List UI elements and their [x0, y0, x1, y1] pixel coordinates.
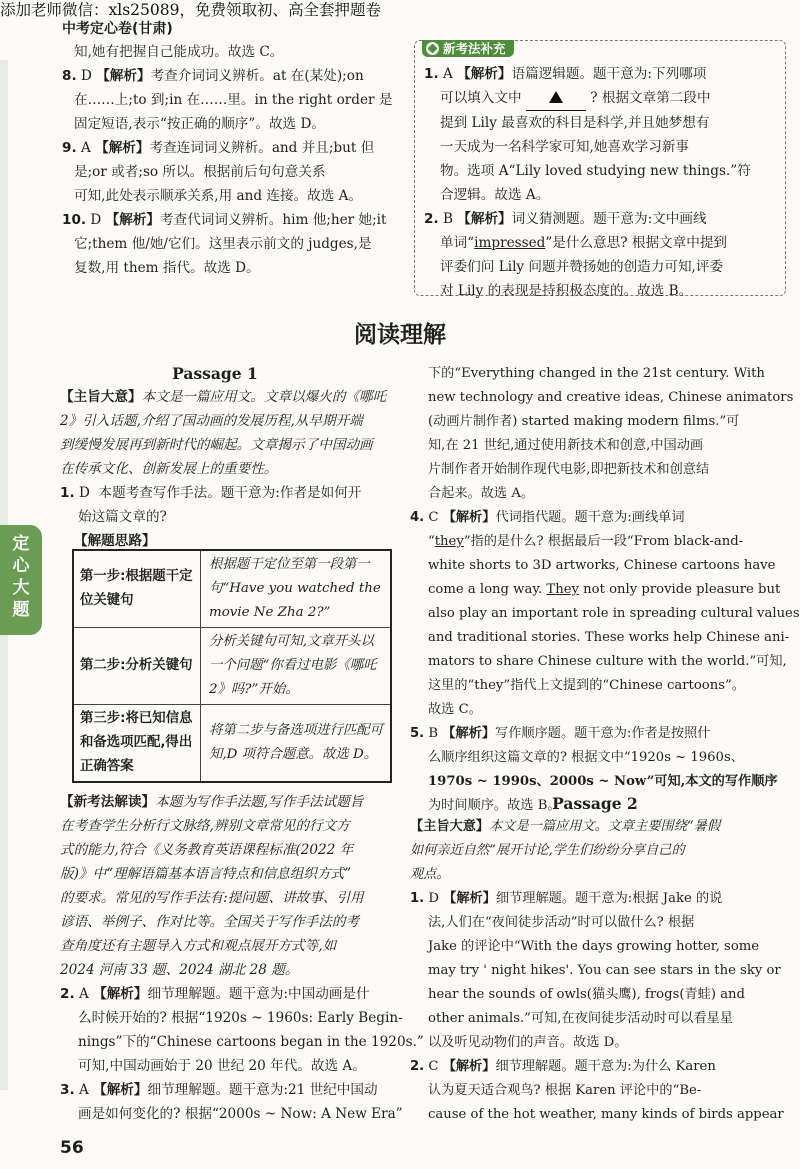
- text-line: 固定短语,表示“按正确的顺序”。故选 D。: [74, 116, 325, 132]
- page-number: 56: [60, 1138, 84, 1158]
- text-run: ? 根据文章第二段中: [590, 90, 711, 106]
- text-line: Jake 的评论中“With the days growing hotter, some: [428, 939, 760, 954]
- text-line: 式的能力,符合《义务教育英语课程标准(2022 年: [60, 842, 354, 858]
- p2-answer-2: [410, 1055, 785, 1079]
- text-line: 始这篇文章的?: [78, 509, 167, 525]
- p1-answer-4: [410, 506, 785, 530]
- text-line: 考查介词词义辨析。at 在(某处);on: [150, 68, 364, 84]
- text-line: 是;or 或者;so 所以。根据前后句句意关系: [74, 164, 326, 180]
- supp-q2: [424, 207, 780, 231]
- text-run: ”指的是什么? 根据最后一段“From black-and-: [463, 534, 744, 549]
- text-line: 以及听见动物们的声音。故选 D。: [428, 1035, 628, 1050]
- text-line: 考查代词词义辨析。him 他;her 她;it: [160, 212, 387, 228]
- underlined-word: they: [434, 534, 464, 549]
- text-run: 本题考查写作手法。题干意为:作者是如何开: [98, 485, 362, 501]
- q-answer: D: [80, 68, 92, 84]
- q-num: 4.: [410, 510, 425, 525]
- main-idea-tag: 【主旨大意】: [60, 389, 142, 405]
- q-num: 2.: [60, 986, 75, 1002]
- q-answer: B: [428, 726, 439, 741]
- analysis-tag: 【解析】: [442, 510, 496, 525]
- text-run: 写作顺序题。题干意为:作者是按照什: [495, 726, 711, 741]
- q-answer: C: [428, 1059, 439, 1074]
- exam-label: 中考定心卷(甘肃): [62, 21, 173, 37]
- side-tab-char: 定: [12, 534, 30, 554]
- q-num: 5.: [410, 726, 425, 741]
- text-line: 观点。: [410, 867, 450, 882]
- q-answer: D: [428, 891, 439, 906]
- text-line: 可知,中国动画始于 20 世纪 20 年代。故选 A。: [78, 1058, 366, 1074]
- analysis-tag: 【解析】: [95, 140, 150, 156]
- step-label: 第二步:分析关键句: [73, 628, 201, 705]
- text-line: 在……上;to 到;in 在……里。in the right order 是: [74, 92, 393, 108]
- solution-steps-table: [72, 549, 392, 783]
- text-line: and traditional stories. These works help Chinese ani-: [428, 630, 790, 645]
- table-row: [73, 550, 391, 628]
- text-line: cause of the hot weather, many kinds of birds appear: [428, 1107, 784, 1122]
- passage-1-title: Passage 1: [172, 364, 258, 383]
- text-line: 复数,用 them 指代。故选 D。: [74, 260, 260, 276]
- text-line: 法,人们在“夜间徒步活动”时可以做什么? 根据: [428, 915, 695, 930]
- thinking-tag: 【解题思路】: [74, 533, 156, 549]
- p1-answer-1: [60, 481, 400, 505]
- analysis-tag: 【解析】: [457, 66, 512, 82]
- q-num: 1.: [60, 485, 75, 501]
- text-line: 在考查学生分析行文脉络,辨别文章常见的行文方: [60, 818, 350, 834]
- step-description: 分析关键句可知,文章开头以一个问题“你看过电影《哪吒2》吗?”开始。: [201, 628, 392, 705]
- text-line: 片制作者开始制作现代电影,即把新技术和创意结: [428, 462, 710, 477]
- analysis-tag: 【解析】: [442, 1059, 496, 1074]
- text-run: 本题为写作手法题,写作手法试题旨: [155, 794, 364, 810]
- answer-10: [62, 208, 402, 232]
- q-answer: A: [442, 66, 453, 82]
- text-line: [410, 578, 785, 602]
- table-row: [73, 705, 391, 783]
- text-line: 谚语、举例子、作对比等。全国关于写作手法的考: [60, 914, 360, 930]
- text-line: 如何亲近自然”展开讨论,学生们纷纷分享自己的: [410, 843, 685, 858]
- q-answer: B: [442, 211, 453, 227]
- text-line: new technology and creative ideas, Chinese animators: [428, 390, 794, 405]
- side-tab: [0, 525, 42, 635]
- heart-icon: [426, 42, 439, 55]
- q-num: 9.: [62, 140, 77, 156]
- text-line: 评委们问 Lily 问题并赞扬她的创造力可知,评委: [440, 259, 724, 275]
- main-idea-tag: 【主旨大意】: [410, 819, 490, 834]
- new-method-note: [60, 790, 424, 1126]
- text-line: 画是如何变化的? 根据“2000s ~ Now: A New Era”: [78, 1106, 403, 1122]
- q-num: 1.: [410, 891, 425, 906]
- text-run: 细节理解题。题干意为:为什么 Karen: [495, 1059, 716, 1074]
- text-run: 代词指代题。题干意为:画线单词: [495, 510, 685, 525]
- text-line: 查角度还有主题导入方式和观点展开方式等,如: [60, 938, 337, 954]
- continuation-line: 知,她有把握自己能成功。故选 C。: [74, 44, 284, 60]
- text-run: 本文是一篇应用文。文章以爆火的《哪吒: [141, 389, 387, 405]
- text-line: [424, 86, 780, 111]
- text-line: 么时候开始的? 根据“1920s ~ 1960s: Early Begin-: [78, 1010, 403, 1026]
- step-description: 根据题干定位至第一段第一句“Have you watched the movie Ne Zha 2?”: [201, 550, 392, 628]
- passage-1-intro: [60, 385, 400, 553]
- text-run: 细节理解题。题干意为:21 世纪中国动: [147, 1082, 378, 1098]
- text-line: hear the sounds of owls(猫头鹰), frogs(青蛙) and: [428, 987, 745, 1002]
- answer-8: [62, 64, 402, 88]
- text-line: 词义猜测题。题干意为:文中画线: [511, 211, 707, 227]
- q-num: 3.: [60, 1082, 75, 1098]
- text-line: other animals.”可知,在夜间徒步活动时可以看星星: [428, 1011, 733, 1026]
- supplement-badge: [422, 40, 514, 57]
- q-answer: A: [80, 140, 91, 156]
- text-line: 认为夏天适合观鸟? 根据 Karen 评论中的“Be-: [428, 1083, 702, 1098]
- text-line: also play an important role in spreading cultural values: [428, 606, 800, 621]
- supplement-content: [424, 62, 780, 303]
- text-run: 细节理解题。题干意为:根据 Jake 的说: [495, 891, 723, 906]
- text-run: 本文是一篇应用文。文章主要围绕“暑假: [489, 819, 721, 834]
- section-heading: 阅读理解: [354, 322, 446, 348]
- q-num: 2.: [410, 1059, 425, 1074]
- text-line: 可知,此处表示顺承关系,用 and 连接。故选 A。: [74, 188, 363, 204]
- q-answer: A: [78, 986, 89, 1002]
- p1-answer-2: [60, 982, 400, 1006]
- text-line: 语篇逻辑题。题干意为:下列哪项: [511, 66, 707, 82]
- text-line: mators to share Chinese culture with the world.”可知,: [428, 654, 787, 669]
- triangle-icon: [549, 91, 563, 103]
- step-label: 第三步:将已知信息和备选项匹配,得出正确答案: [73, 705, 201, 783]
- p1-answer-3: [60, 1078, 400, 1102]
- text-line: 故选 C。: [428, 702, 482, 717]
- text-line: 对 Lily 的表现是持积极态度的。故选 B。: [440, 283, 693, 299]
- text-line: 1970s ~ 1990s、2000s ~ Now”可知,本文的写作顺序: [428, 774, 778, 789]
- q-num: 2.: [424, 211, 439, 227]
- p1-answer-5: [410, 722, 785, 746]
- text-line: 提到 Lily 最喜欢的科目是科学,并且她梦想有: [440, 115, 710, 131]
- step-description: 将第二步与备选项进行匹配可知,D 项符合题意。故选 D。: [201, 705, 392, 783]
- passage-2-title: Passage 2: [552, 794, 638, 813]
- right-column: [410, 362, 800, 818]
- analysis-tag: 【解析】: [93, 1082, 148, 1098]
- text-line: 一天成为一名科学家可知,她喜欢学习新事: [440, 139, 690, 155]
- text-run: ”是什么意思? 根据文章中提到: [545, 235, 728, 251]
- analysis-tag: 【解析】: [442, 726, 496, 741]
- analysis-tag: 【解析】: [96, 68, 151, 84]
- text-line: 知,在 21 世纪,通过使用新技术和创意,中国动画: [428, 438, 704, 453]
- q-answer: D: [78, 485, 90, 501]
- text-line: 版)》中“理解语篇基本语言特点和信息组织方式”: [60, 866, 352, 882]
- table-row: [73, 628, 391, 705]
- text-line: 合起来。故选 A。: [428, 486, 535, 501]
- q-answer: D: [90, 212, 102, 228]
- text-run: come a long way.: [428, 582, 543, 597]
- answer-blank: [526, 86, 586, 111]
- supp-q1: [424, 62, 780, 86]
- text-line: 2024 河南 33 题、2024 湖北 28 题。: [60, 962, 299, 978]
- analysis-tag: 【解析】: [105, 212, 161, 228]
- p2-answer-1: [410, 887, 785, 911]
- text-run: 细节理解题。题干意为:中国动画是什: [147, 986, 370, 1002]
- text-run: “: [428, 534, 435, 549]
- new-method-line: [60, 790, 400, 814]
- side-tab-char: 心: [12, 556, 30, 576]
- q-answer: C: [428, 510, 439, 525]
- text-line: 这里的“they”指代上文提到的“Chinese cartoons”。: [428, 678, 745, 693]
- text-line: 合逻辑。故选 A。: [440, 187, 550, 203]
- q-num: 10.: [62, 212, 87, 228]
- answer-9: [62, 136, 402, 160]
- text-line: 在传承文化、创新发展上的重要性。: [60, 461, 278, 477]
- passage-2-content: [410, 815, 785, 1127]
- text-run: 单词“: [440, 235, 475, 251]
- text-line: 下的“Everything changed in the 21st century. With: [428, 366, 765, 381]
- underlined-word: impressed: [474, 235, 546, 251]
- analysis-tag: 【解析】: [93, 986, 148, 1002]
- text-run: 可以填入文中: [440, 90, 522, 106]
- text-line: 到缓慢发展再到新时代的崛起。文章揭示了中国动画: [60, 437, 373, 453]
- text-line: [424, 231, 780, 255]
- badge-label: 新考法补充: [443, 41, 506, 56]
- text-line: 考查连词词义辨析。and 并且;but 但: [149, 140, 375, 156]
- text-line: (动画片制作者) started making modern films.”可: [428, 414, 740, 429]
- side-tab-char: 题: [12, 600, 30, 620]
- q-num: 1.: [424, 66, 439, 82]
- q-num: 8.: [62, 68, 77, 84]
- q-answer: A: [78, 1082, 89, 1098]
- step-label: 第一步:根据题干定位关键句: [73, 550, 201, 628]
- text-line: may try ' night hikes'. You can see stars in the sky or: [428, 963, 781, 978]
- text-line: nings”下的“Chinese cartoons began in the 1920s.”: [78, 1034, 424, 1050]
- side-tab-char: 大: [12, 578, 30, 598]
- text-line: 为时间顺序。故选 B。: [428, 798, 561, 813]
- analysis-tag: 【解析】: [443, 891, 496, 906]
- text-run: not only provide pleasure but: [578, 582, 781, 597]
- text-line: 2》引入话题,介绍了国动画的发展历程,从早期开端: [60, 413, 363, 429]
- new-method-tag: 【新考法解读】: [60, 794, 156, 810]
- text-line: 么顺序组织这篇文章的? 根据文中“1920s ~ 1960s、: [428, 750, 744, 765]
- answers-8-10: [62, 40, 402, 280]
- underlined-word: They: [546, 582, 579, 597]
- text-line: 它;them 他/她/它们。这里表示前文的 judges,是: [74, 236, 372, 252]
- main-idea-line: [60, 385, 400, 409]
- main-idea-line: [410, 815, 785, 839]
- text-line: [410, 530, 785, 554]
- text-line: 物。选项 A“Lily loved studying new things.”符: [440, 163, 751, 179]
- watermark-text: 添加老师微信：xls25089，免费领取初、高全套押题卷: [0, 1, 381, 19]
- text-line: white shorts to 3D artworks, Chinese cartoons have: [428, 558, 776, 573]
- text-line: 的要求。常见的写作手法有:提问题、讲故事、引用: [60, 890, 364, 906]
- analysis-tag: 【解析】: [457, 211, 512, 227]
